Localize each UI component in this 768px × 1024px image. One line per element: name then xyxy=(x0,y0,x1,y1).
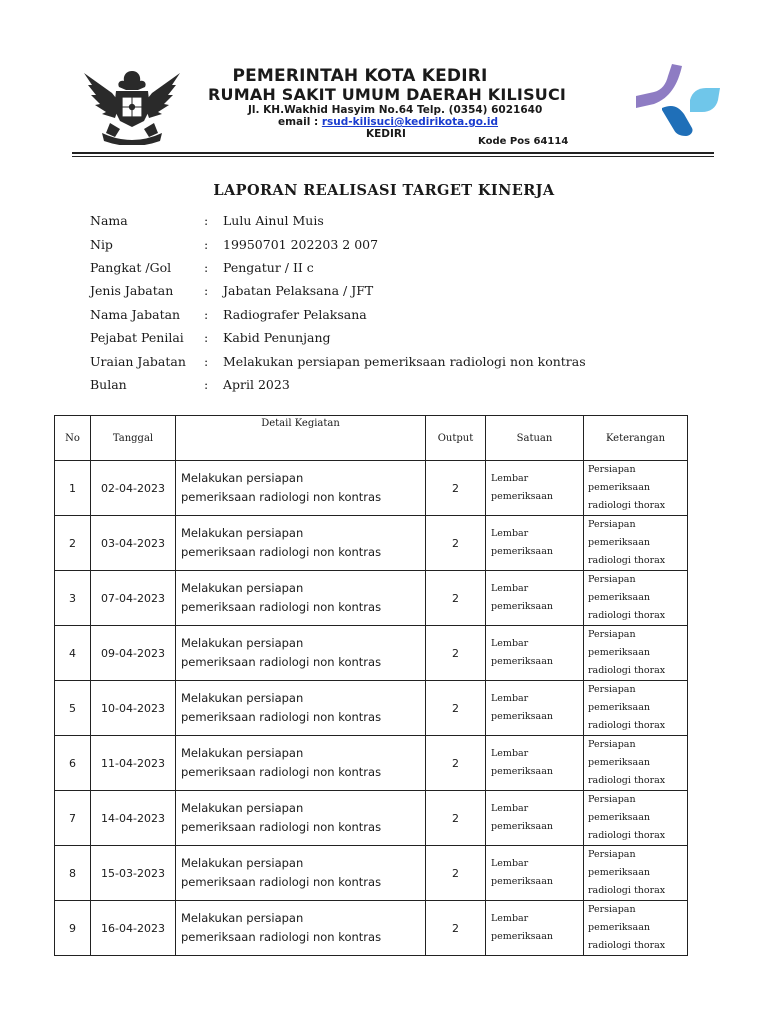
letterhead-hospital: RUMAH SAKIT UMUM DAERAH KILISUCI xyxy=(208,85,567,104)
satuan-line: Lembar xyxy=(491,693,529,704)
cell-no: 8 xyxy=(55,846,91,901)
satuan-line: pemeriksaan xyxy=(491,821,553,832)
email-label: email : xyxy=(278,116,319,128)
keterangan-line: pemeriksaan xyxy=(588,867,650,878)
cell-no: 7 xyxy=(55,791,91,846)
keterangan-line: radiologi thorax xyxy=(588,665,666,676)
cell-tanggal: 11-04-2023 xyxy=(91,736,176,791)
cell-tanggal: 16-04-2023 xyxy=(91,901,176,956)
keterangan-line: Persiapan xyxy=(588,794,636,805)
column-header-satuan: Satuan xyxy=(486,416,584,461)
satuan-line: Lembar xyxy=(491,528,529,539)
kegiatan-line: pemeriksaan radiologi non kontras xyxy=(181,765,382,779)
cell-tanggal: 09-04-2023 xyxy=(91,626,176,681)
keterangan-line: radiologi thorax xyxy=(588,885,666,896)
column-header-detail-kegiatan: Detail Kegiatan xyxy=(176,416,426,461)
keterangan-line: pemeriksaan xyxy=(588,592,650,603)
identity-label: Nama xyxy=(90,213,128,229)
cell-satuan xyxy=(486,901,584,956)
identity-value: Radiografer Pelaksana xyxy=(223,306,367,322)
cell-tanggal: 07-04-2023 xyxy=(91,571,176,626)
table-header-row xyxy=(55,416,688,461)
cell-keterangan xyxy=(584,461,688,516)
kegiatan-line: Melakukan persiapan xyxy=(181,856,304,870)
cell-tanggal: 10-04-2023 xyxy=(91,681,176,736)
cell-no: 6 xyxy=(55,736,91,791)
cell-tanggal: 14-04-2023 xyxy=(91,791,176,846)
kegiatan-line: Melakukan persiapan xyxy=(181,471,304,485)
kegiatan-line: pemeriksaan radiologi non kontras xyxy=(181,710,382,724)
identity-row-uraian-jabatan: Uraian Jabatan : Melakukan persiapan pemeriksaan radiologi non kontras xyxy=(90,353,586,369)
keterangan-line: radiologi thorax xyxy=(588,610,666,621)
cell-detail-kegiatan xyxy=(176,626,426,681)
cell-no: 2 xyxy=(55,516,91,571)
activity-table xyxy=(54,415,688,956)
keterangan-line: pemeriksaan xyxy=(588,647,650,658)
keterangan-line: Persiapan xyxy=(588,464,636,475)
letterhead-address: Jl. KH.Wakhid Hasyim No.64 Telp. (0354) 6021640 xyxy=(248,104,543,116)
table-row xyxy=(55,901,688,956)
cell-keterangan xyxy=(584,681,688,736)
column-header-tanggal: Tanggal xyxy=(91,416,176,461)
kegiatan-line: pemeriksaan radiologi non kontras xyxy=(181,875,382,889)
identity-row-nip: Nip : 19950701 202203 2 007 xyxy=(90,236,379,252)
keterangan-line: radiologi thorax xyxy=(588,555,666,566)
cell-tanggal: 15-03-2023 xyxy=(91,846,176,901)
cell-output: 2 xyxy=(426,516,486,571)
satuan-line: pemeriksaan xyxy=(491,491,553,502)
identity-label: Nip xyxy=(90,236,113,252)
satuan-line: Lembar xyxy=(491,583,529,594)
identity-block xyxy=(90,209,586,396)
identity-label: Pejabat Penilai xyxy=(90,330,184,346)
keterangan-line: Persiapan xyxy=(588,684,636,695)
kegiatan-line: Melakukan persiapan xyxy=(181,691,304,705)
keterangan-line: Persiapan xyxy=(588,629,636,640)
identity-row-bulan: Bulan : April 2023 xyxy=(90,376,290,392)
kegiatan-line: Melakukan persiapan xyxy=(181,526,304,540)
table-row xyxy=(55,461,688,516)
satuan-line: pemeriksaan xyxy=(491,766,553,777)
keterangan-line: Persiapan xyxy=(588,519,636,530)
identity-label: Pangkat /Gol xyxy=(90,259,172,275)
keterangan-line: radiologi thorax xyxy=(588,775,666,786)
satuan-line: Lembar xyxy=(491,473,529,484)
identity-label: Nama Jabatan xyxy=(90,306,181,322)
keterangan-line: Persiapan xyxy=(588,849,636,860)
cell-keterangan xyxy=(584,901,688,956)
keterangan-line: pemeriksaan xyxy=(588,922,650,933)
cell-satuan xyxy=(486,846,584,901)
cell-output: 2 xyxy=(426,461,486,516)
letterhead-postal-code: Kode Pos 64114 xyxy=(478,136,569,147)
letterhead-rule xyxy=(72,152,714,154)
satuan-line: Lembar xyxy=(491,913,529,924)
keterangan-line: pemeriksaan xyxy=(588,812,650,823)
cell-keterangan xyxy=(584,571,688,626)
identity-value: April 2023 xyxy=(223,376,290,392)
cell-no: 5 xyxy=(55,681,91,736)
kegiatan-line: pemeriksaan radiologi non kontras xyxy=(181,490,382,504)
cell-keterangan xyxy=(584,846,688,901)
table-row xyxy=(55,736,688,791)
keterangan-line: pemeriksaan xyxy=(588,537,650,548)
identity-label: Jenis Jabatan xyxy=(90,283,174,299)
cell-keterangan xyxy=(584,516,688,571)
satuan-line: Lembar xyxy=(491,638,529,649)
column-header-output: Output xyxy=(426,416,486,461)
keterangan-line: radiologi thorax xyxy=(588,500,666,511)
kegiatan-line: pemeriksaan radiologi non kontras xyxy=(181,545,382,559)
kegiatan-line: Melakukan persiapan xyxy=(181,636,304,650)
satuan-line: pemeriksaan xyxy=(491,656,553,667)
cell-output: 2 xyxy=(426,791,486,846)
identity-row-pejabat-penilai: Pejabat Penilai : Kabid Penunjang xyxy=(90,330,331,346)
cell-satuan xyxy=(486,571,584,626)
email-link[interactable]: rsud-kilisuci@kedirikota.go.id xyxy=(321,116,499,128)
keterangan-line: Persiapan xyxy=(588,739,636,750)
table-body xyxy=(55,461,688,956)
cell-detail-kegiatan xyxy=(176,736,426,791)
kegiatan-line: pemeriksaan radiologi non kontras xyxy=(181,655,382,669)
column-header-keterangan: Keterangan xyxy=(584,416,688,461)
cell-output: 2 xyxy=(426,571,486,626)
cell-no: 4 xyxy=(55,626,91,681)
identity-value: Melakukan persiapan pemeriksaan radiologi non kontras xyxy=(223,353,586,369)
satuan-line: pemeriksaan xyxy=(491,931,553,942)
cell-tanggal: 03-04-2023 xyxy=(91,516,176,571)
identity-label: Bulan xyxy=(90,376,127,392)
keterangan-line: radiologi thorax xyxy=(588,720,666,731)
satuan-line: Lembar xyxy=(491,858,529,869)
letterhead-email-line xyxy=(278,116,590,128)
keterangan-line: radiologi thorax xyxy=(588,940,666,951)
cell-output: 2 xyxy=(426,626,486,681)
cell-output: 2 xyxy=(426,846,486,901)
kegiatan-line: Melakukan persiapan xyxy=(181,801,304,815)
cell-no: 9 xyxy=(55,901,91,956)
identity-value: Jabatan Pelaksana / JFT xyxy=(223,283,374,299)
cell-detail-kegiatan xyxy=(176,516,426,571)
keterangan-line: Persiapan xyxy=(588,574,636,585)
cell-satuan xyxy=(486,681,584,736)
identity-row-pangkat: Pangkat /Gol : Pengatur / II c xyxy=(90,259,314,275)
table-row xyxy=(55,791,688,846)
identity-value: 19950701 202203 2 007 xyxy=(223,236,379,252)
keterangan-line: radiologi thorax xyxy=(588,830,666,841)
identity-value: Kabid Penunjang xyxy=(223,330,331,346)
cell-keterangan xyxy=(584,736,688,791)
cell-detail-kegiatan xyxy=(176,461,426,516)
cell-no: 3 xyxy=(55,571,91,626)
keterangan-line: pemeriksaan xyxy=(588,757,650,768)
cell-satuan xyxy=(486,736,584,791)
cell-output: 2 xyxy=(426,681,486,736)
table-row xyxy=(55,846,688,901)
hospital-logo-icon xyxy=(632,64,724,138)
keterangan-line: pemeriksaan xyxy=(588,482,650,493)
cell-output: 2 xyxy=(426,901,486,956)
cell-detail-kegiatan xyxy=(176,901,426,956)
cell-satuan xyxy=(486,791,584,846)
satuan-line: pemeriksaan xyxy=(491,546,553,557)
identity-value: Lulu Ainul Muis xyxy=(223,213,324,229)
table-row xyxy=(55,571,688,626)
table-row xyxy=(55,626,688,681)
cell-detail-kegiatan xyxy=(176,681,426,736)
kegiatan-line: pemeriksaan radiologi non kontras xyxy=(181,930,382,944)
cell-detail-kegiatan xyxy=(176,791,426,846)
cell-detail-kegiatan xyxy=(176,571,426,626)
kegiatan-line: pemeriksaan radiologi non kontras xyxy=(181,600,382,614)
letterhead-city: KEDIRI xyxy=(366,128,406,140)
keterangan-line: pemeriksaan xyxy=(588,702,650,713)
column-header-no: No xyxy=(55,416,91,461)
cell-keterangan xyxy=(584,791,688,846)
identity-value: Pengatur / II c xyxy=(223,259,314,275)
cell-satuan xyxy=(486,626,584,681)
letterhead-government: PEMERINTAH KOTA KEDIRI xyxy=(232,66,488,86)
cell-detail-kegiatan xyxy=(176,846,426,901)
satuan-line: Lembar xyxy=(491,803,529,814)
table-row xyxy=(55,681,688,736)
document-title: LAPORAN REALISASI TARGET KINERJA xyxy=(213,182,555,199)
satuan-line: pemeriksaan xyxy=(491,876,553,887)
cell-satuan xyxy=(486,461,584,516)
identity-row-nama: Nama : Lulu Ainul Muis xyxy=(90,213,324,229)
table-row xyxy=(55,516,688,571)
kegiatan-line: Melakukan persiapan xyxy=(181,911,304,925)
satuan-line: Lembar xyxy=(491,748,529,759)
keterangan-line: Persiapan xyxy=(588,904,636,915)
identity-label: Uraian Jabatan xyxy=(90,353,186,369)
satuan-line: pemeriksaan xyxy=(491,711,553,722)
cell-output: 2 xyxy=(426,736,486,791)
letterhead-rule-thin xyxy=(72,156,714,157)
cell-tanggal: 02-04-2023 xyxy=(91,461,176,516)
identity-row-jenis-jabatan: Jenis Jabatan : Jabatan Pelaksana / JFT xyxy=(90,283,374,299)
kegiatan-line: Melakukan persiapan xyxy=(181,746,304,760)
cell-satuan xyxy=(486,516,584,571)
cell-keterangan xyxy=(584,626,688,681)
kegiatan-line: Melakukan persiapan xyxy=(181,581,304,595)
letterhead xyxy=(190,66,590,140)
identity-row-nama-jabatan: Nama Jabatan : Radiografer Pelaksana xyxy=(90,306,367,322)
cell-no: 1 xyxy=(55,461,91,516)
kegiatan-line: pemeriksaan radiologi non kontras xyxy=(181,820,382,834)
satuan-line: pemeriksaan xyxy=(491,601,553,612)
